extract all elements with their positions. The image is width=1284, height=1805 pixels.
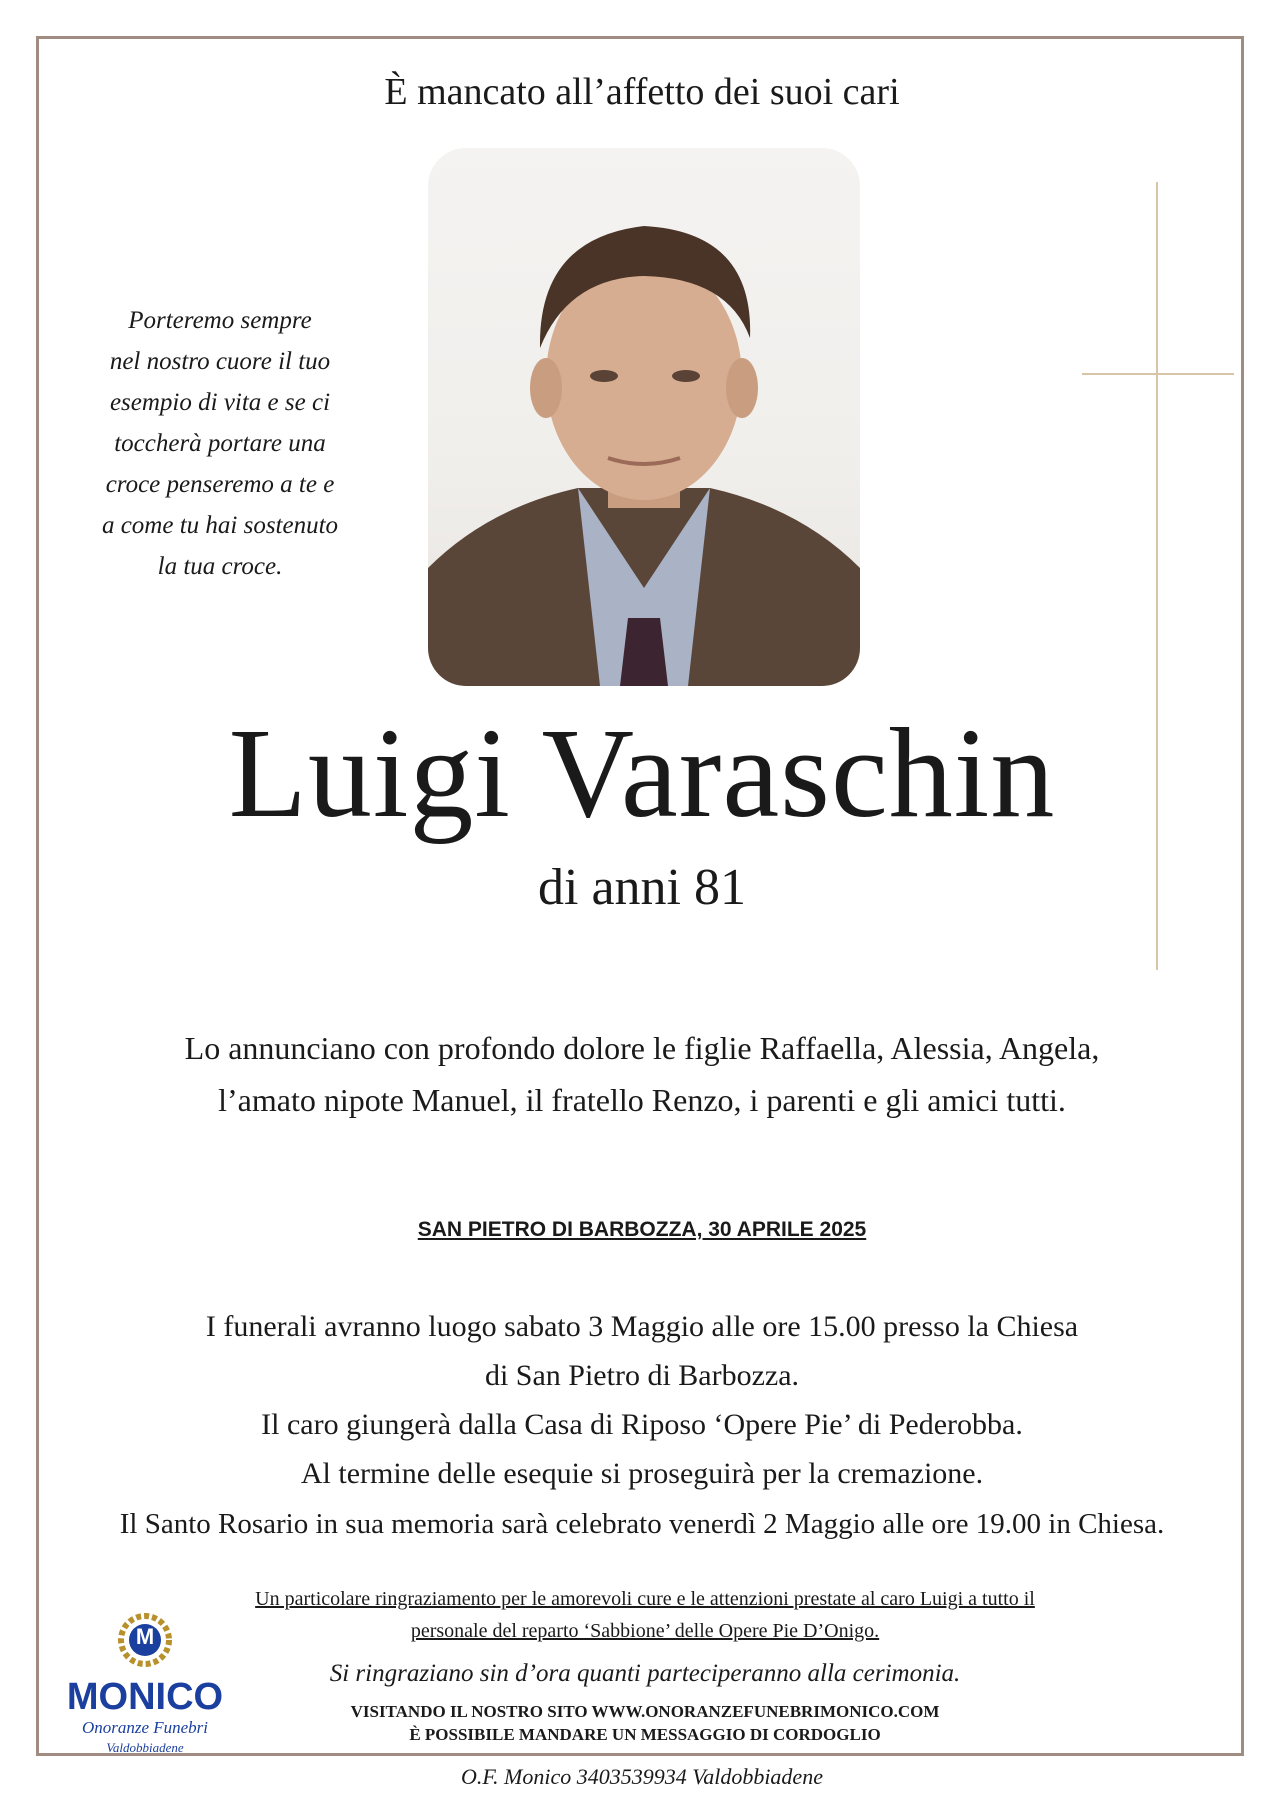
ceremony-thanks: Si ringraziano sin d’ora quanti parteciperanno alla cerimonia.	[329, 1660, 961, 1687]
logo-brand: MONICO	[66, 1676, 224, 1718]
quote-line: la tua croce.	[157, 553, 283, 580]
quote-line: toccherà portare una	[114, 430, 326, 457]
funeral-line: Il caro giungerà dalla Casa di Riposo ‘Opere Pie’ di Pederobba.	[261, 1408, 1023, 1441]
logo-subtitle: Onoranze Funebri	[81, 1718, 209, 1737]
thanks-line: personale del reparto ‘Sabbione’ delle Opere Pie D’Onigo.	[410, 1620, 880, 1642]
visit-line: VISITANDO IL NOSTRO SITO WWW.ONORANZEFUNEBRIMONICO.COM	[350, 1702, 940, 1721]
footer-contact: O.F. Monico 3403539934 Valdobbiadene	[461, 1764, 823, 1789]
funeral-line: di San Pietro di Barbozza.	[484, 1359, 800, 1392]
monico-logo	[55, 1612, 235, 1755]
portrait-illustration	[428, 148, 860, 686]
funeral-line: Al termine delle esequie si proseguirà per la cremazione.	[300, 1457, 984, 1490]
thanks-line: Un particolare ringraziamento per le amorevoli cure e le attenzioni prestate al caro Luigi a tutto il	[255, 1588, 1035, 1610]
quote-line: a come tu hai sostenuto	[101, 512, 339, 539]
announcement-line: Lo annunciano con profondo dolore le figlie Raffaella, Alessia, Angela,	[184, 1030, 1100, 1066]
website-notice	[140, 1700, 1150, 1746]
visit-line: È POSSIBILE MANDARE UN MESSAGGIO DI CORDOGLIO	[409, 1725, 881, 1744]
memorial-quote	[70, 300, 370, 587]
logo-letter: M	[135, 1624, 155, 1649]
quote-line: esempio di vita e se ci	[109, 389, 331, 416]
portrait-photo	[428, 148, 860, 686]
cross-horizontal	[1082, 373, 1234, 375]
quote-line: croce penseremo a te e	[105, 471, 335, 498]
cross-vertical	[1156, 182, 1158, 970]
announcement	[0, 1022, 1284, 1126]
quote-line: nel nostro cuore il tuo	[109, 348, 331, 375]
deceased-age: di anni 81	[538, 859, 746, 916]
funeral-details	[0, 1302, 1284, 1498]
announcement-line: l’amato nipote Manuel, il fratello Renzo, i parenti e gli amici tutti.	[218, 1082, 1066, 1118]
quote-line: Porteremo sempre	[128, 307, 312, 334]
deceased-name: Luigi Varaschin	[228, 702, 1056, 844]
special-thanks	[140, 1583, 1150, 1647]
place-date: SAN PIETRO DI BARBOZZA, 30 APRILE 2025	[417, 1218, 867, 1241]
funeral-line: I funerali avranno luogo sabato 3 Maggio alle ore 15.00 presso la Chiesa	[205, 1310, 1079, 1343]
logo-town: Valdobbiadene	[106, 1740, 184, 1755]
intro-heading: È mancato all’affetto dei suoi cari	[384, 71, 900, 113]
rosary-notice: Il Santo Rosario in sua memoria sarà celebrato venerdì 2 Maggio alle ore 19.00 in Chiesa.	[119, 1508, 1165, 1540]
